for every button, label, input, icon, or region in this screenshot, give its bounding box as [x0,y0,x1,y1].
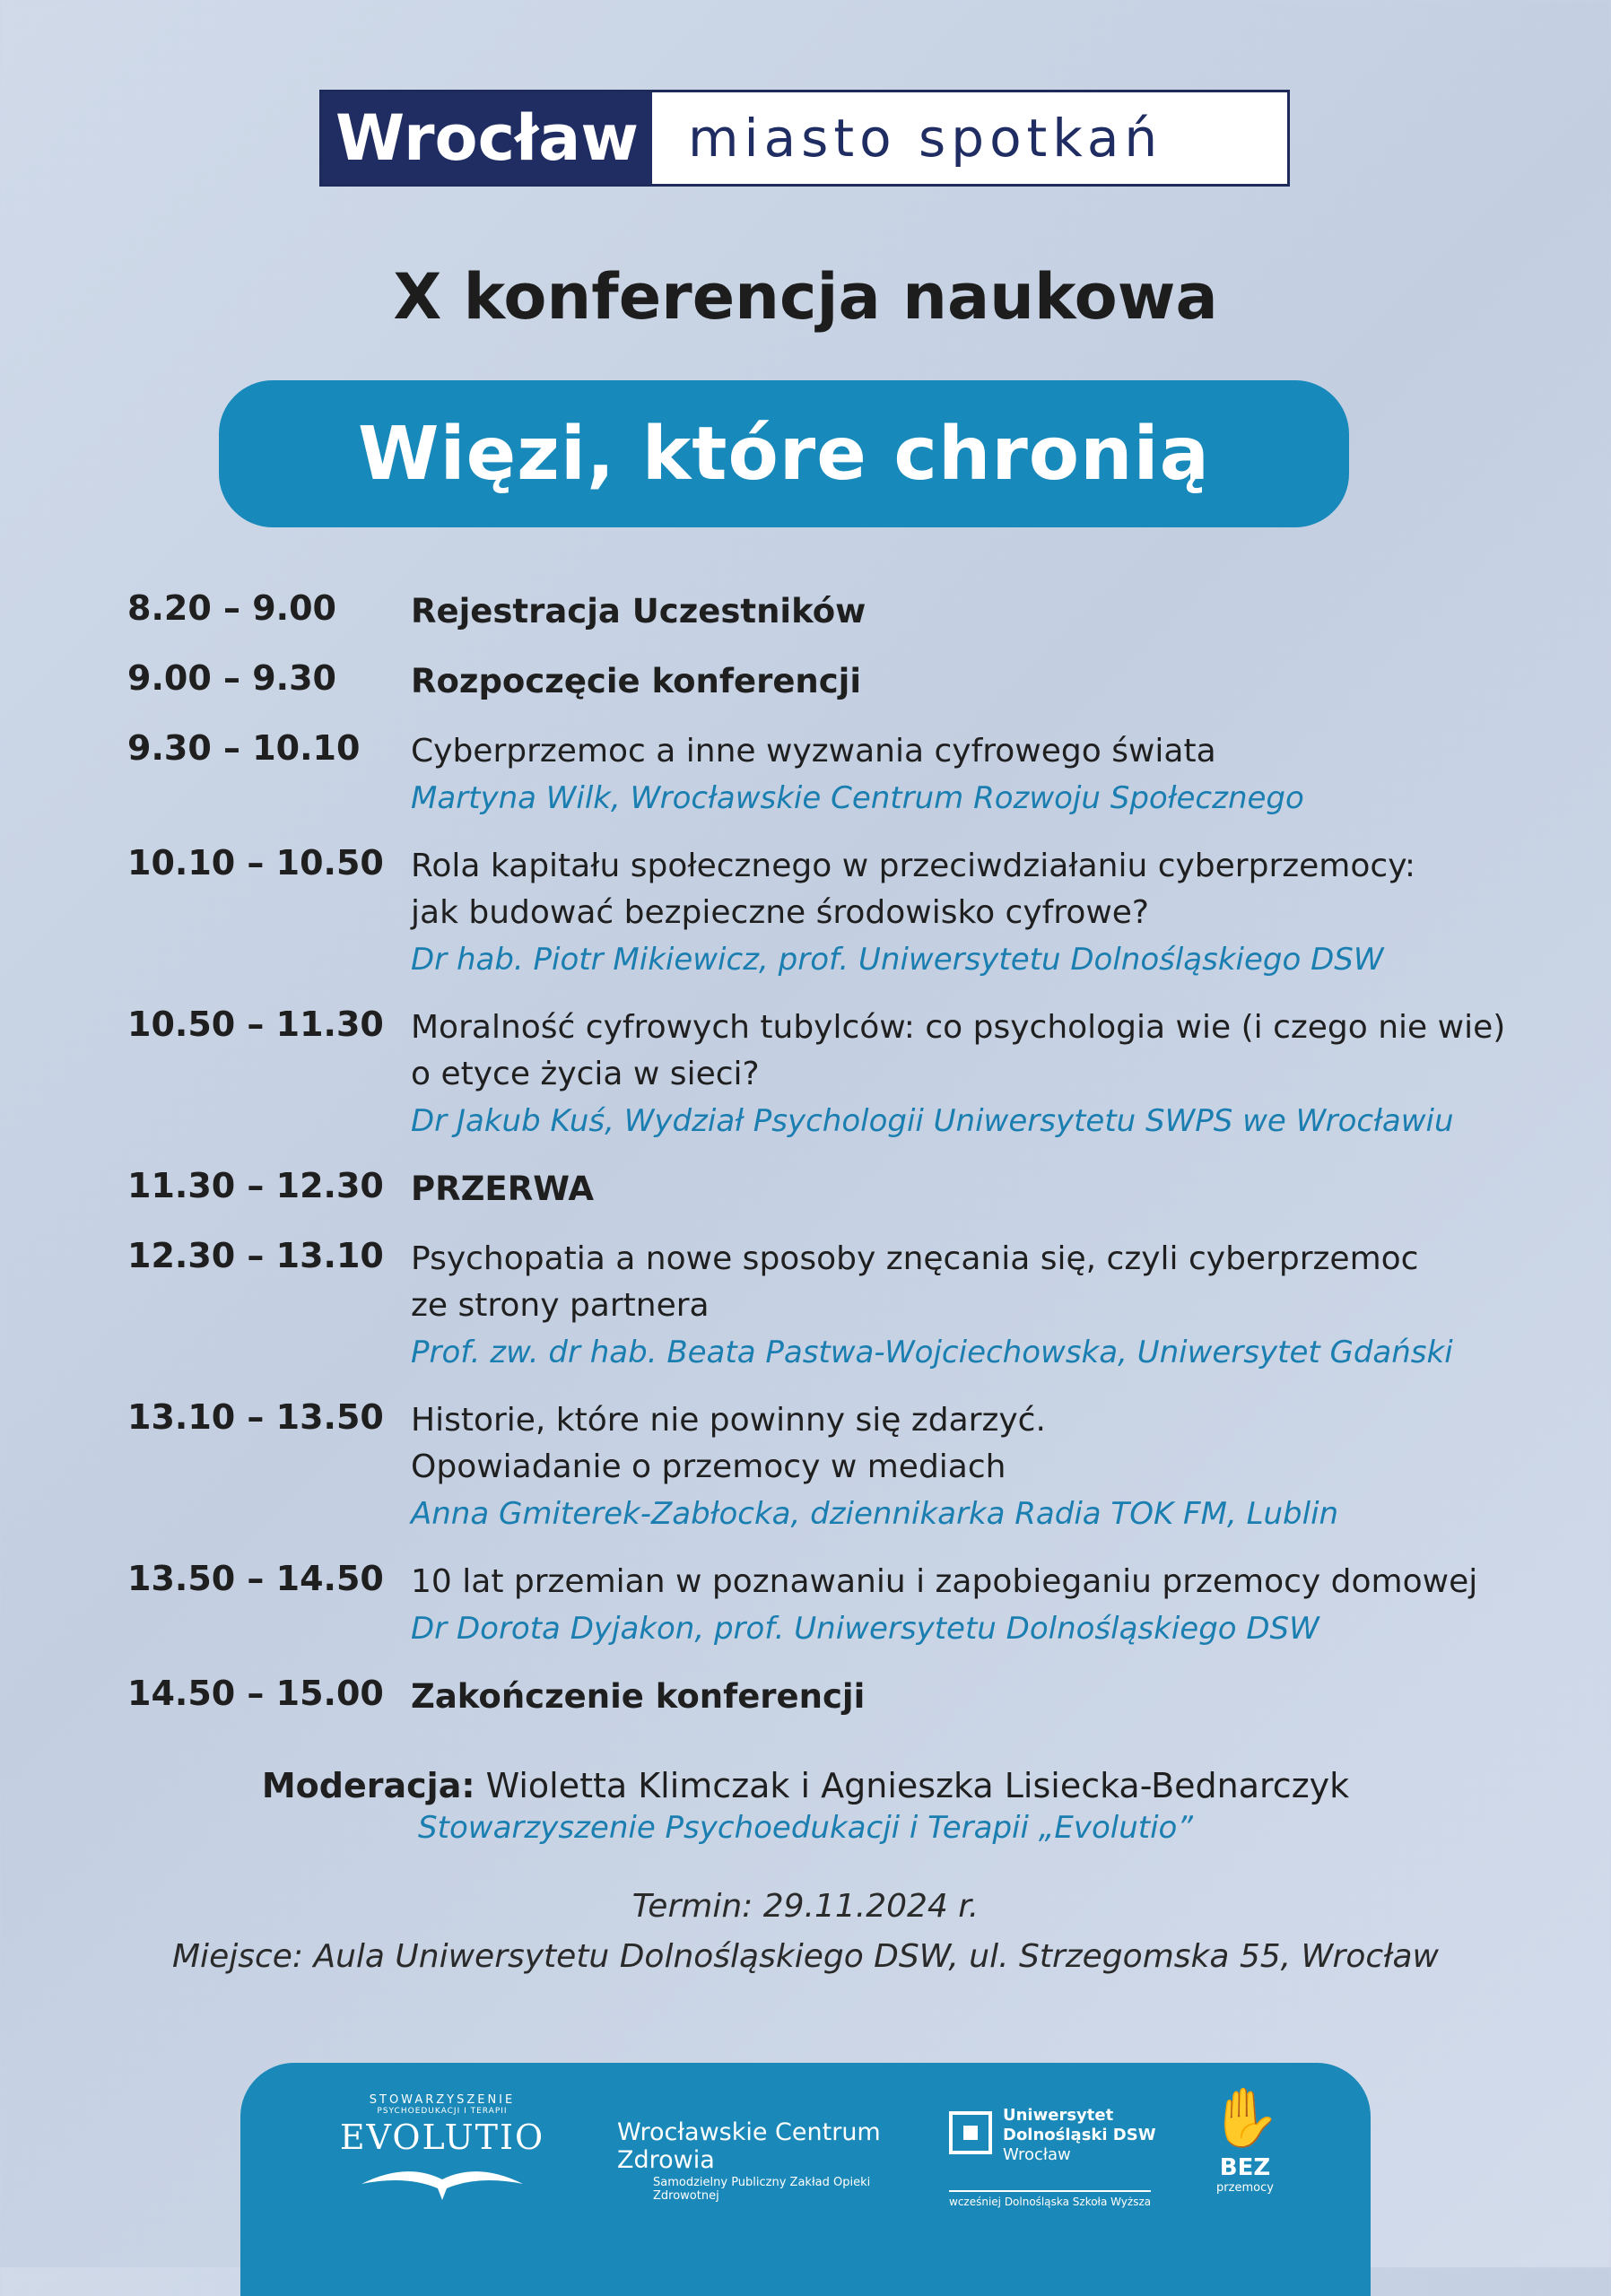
evolutio-logo [330,2093,554,2205]
schedule-topic-line: jak budować bezpieczne środowisko cyfrowe? [411,894,1150,931]
conference-title: X konferencja naukowa [393,260,1218,334]
dsw-square-icon [949,2111,992,2154]
bird-icon [353,2157,532,2202]
schedule-topic-line: Rola kapitału społecznego w przeciwdziałaniu cyberprzemocy: [411,848,1416,884]
moderation-names: Wioletta Klimczak i Agnieszka Lisiecka-Bednarczyk [475,1766,1350,1805]
schedule-topic-line: Cyberprzemoc a inne wyzwania cyfrowego świata [411,733,1216,770]
schedule-time: 10.50 – 11.30 [127,1004,384,1044]
schedule-speaker: Anna Gmiterek-Zabłocka, dziennikarka Radia TOK FM, Lublin [411,1496,1339,1532]
schedule-time: 9.00 – 9.30 [127,658,336,698]
schedule-topic-line: Historie, które nie powinny się zdarzyć. [411,1402,1046,1439]
event-info [0,1882,1611,1982]
schedule-topic-line: 10 lat przemian w poznawaniu i zapobieganiu przemocy domowej [411,1563,1478,1600]
schedule-content [411,843,1577,983]
wcz-sub: Samodzielny Publiczny Zakład Opieki Zdrowotnej [653,2176,871,2203]
dsw-line1: Uniwersytet [1003,2106,1114,2125]
schedule-time: 8.20 – 9.00 [127,588,336,628]
schedule-time: 9.30 – 10.10 [127,728,361,768]
schedule-topic-line: PRZERWA [411,1170,594,1208]
schedule-content [411,728,1577,822]
schedule-time: 11.30 – 12.30 [127,1166,384,1205]
schedule-content [411,1166,1577,1213]
schedule-speaker: Dr Dorota Dyjakon, prof. Uniwersytetu Dolnośląskiego DSW [411,1611,1319,1647]
bez-przemocy-logo [1209,2083,1281,2195]
evolutio-line2: PSYCHOEDUKACJI I TERAPII [377,2107,508,2116]
schedule-speaker: Dr Jakub Kuś, Wydział Psychologii Uniwersytetu SWPS we Wrocławiu [411,1103,1454,1139]
evolutio-name: EVOLUTIO [339,2118,545,2157]
schedule-topic-line: Rejestracja Uczestników [411,592,866,631]
logo-city-name: Wrocław [322,92,656,184]
schedule-content [411,1236,1577,1376]
moderation [0,1761,1611,1810]
moderation-organization: Stowarzyszenie Psychoedukacji i Terapii „Evolutio” [418,1810,1193,1846]
schedule-topic-line: ze strony partnera [411,1287,710,1324]
schedule-speaker: Martyna Wilk, Wrocławskie Centrum Rozwoju Społecznego [411,780,1304,816]
schedule-time: 13.50 – 14.50 [127,1559,384,1598]
banner-title: Więzi, które chronią [219,380,1349,527]
wcz-name: Wrocławskie Centrum Zdrowia [617,2118,881,2174]
wroclaw-logo [319,90,1290,187]
bez-sub: przemocy [1216,2181,1274,2195]
dsw-line3: Wrocław [1003,2145,1071,2164]
schedule-content [411,1559,1577,1652]
schedule-speaker: Dr hab. Piotr Mikiewicz, prof. Uniwersytetu Dolnośląskiego DSW [411,942,1384,978]
schedule-time: 10.10 – 10.50 [127,843,384,883]
event-date: Termin: 29.11.2024 r. [631,1888,980,1925]
hand-icon: ✋ [1209,2085,1281,2152]
schedule-topic-line: Moralność cyfrowych tubylców: co psychologia wie (i czego nie wie) [411,1009,1506,1046]
schedule-content [411,1004,1577,1144]
schedule-time: 12.30 – 13.10 [127,1236,384,1275]
schedule-content [411,588,1577,635]
dsw-text [1003,2106,1156,2165]
schedule-content [411,658,1577,705]
schedule-time: 14.50 – 15.00 [127,1674,384,1713]
footer-logos [240,2063,1371,2296]
schedule-content [411,1397,1577,1537]
schedule-topic-line: Psychopatia a nowe sposoby znęcania się, czyli cyberprzemoc [411,1240,1419,1277]
schedule-topic-line: Zakończenie konferencji [411,1677,866,1716]
schedule-topic-line: Opowiadanie o przemocy w mediach [411,1448,1006,1485]
wcz-logo [617,2118,904,2203]
evolutio-line1: STOWARZYSZENIE [369,2093,516,2107]
dsw-sub: wcześniej Dolnośląska Szkoła Wyższa [949,2190,1151,2208]
schedule-speaker: Prof. zw. dr hab. Beata Pastwa-Wojciechowska, Uniwersytet Gdański [411,1335,1453,1370]
schedule-topic-line: Rozpoczęcie konferencji [411,662,862,700]
schedule-content [411,1674,1577,1720]
logo-slogan: miasto spotkań [688,108,1163,169]
dsw-line2: Dolnośląski DSW [1003,2126,1156,2144]
moderation-label: Moderacja: [261,1766,475,1805]
schedule-topic-line: o etyce życia w sieci? [411,1056,760,1092]
bez-name: BEZ [1219,2154,1271,2181]
schedule-time: 13.10 – 13.50 [127,1397,384,1437]
event-place: Miejsce: Aula Uniwersytetu Dolnośląskiego DSW, ul. Strzegomska 55, Wrocław [172,1938,1439,1975]
